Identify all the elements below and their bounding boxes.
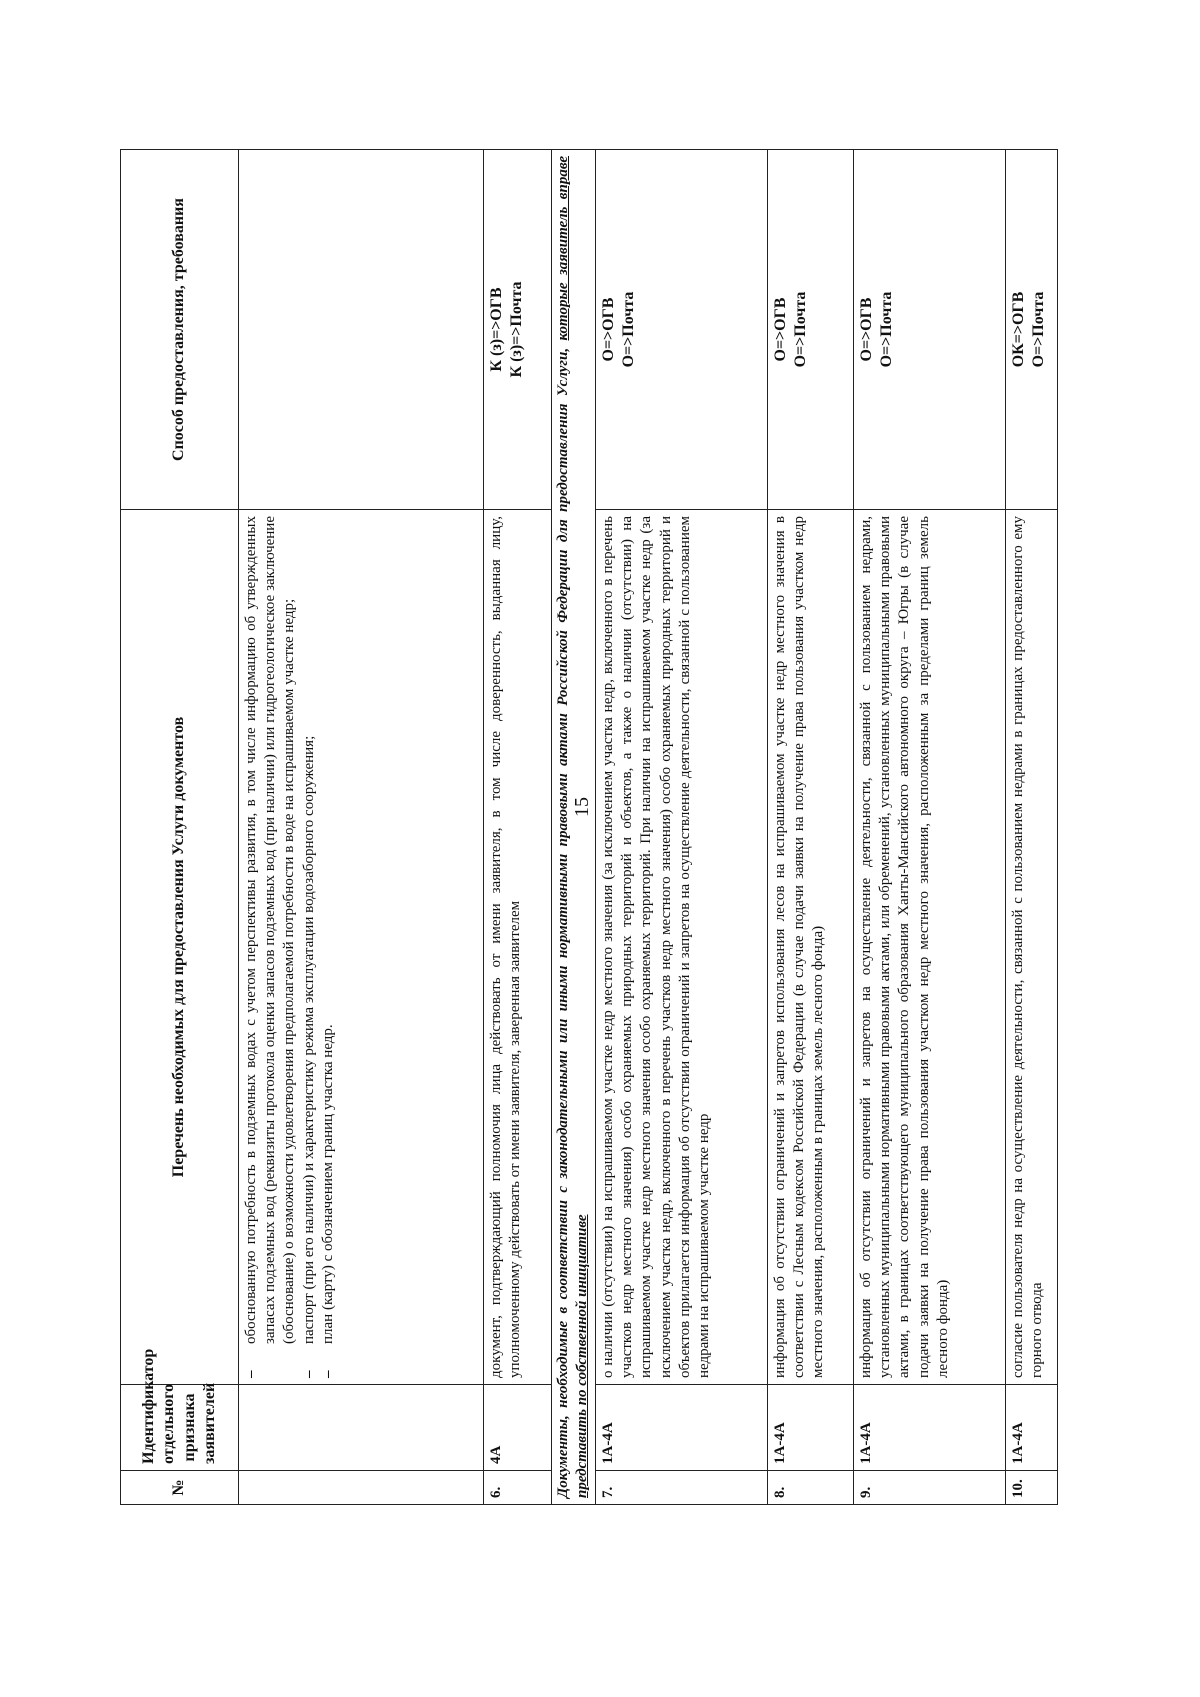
section-heading [552,150,596,1505]
table-row-10 [1006,150,1058,1505]
list-item-text: план (карту) с обозначением границ участка недр. [319,1024,336,1344]
table-row-9 [854,150,1006,1505]
cell-number [239,1471,484,1505]
rotated-table-container [120,150,1048,1505]
cell-document-list: о наличии (отсутствии) на испрашиваемом участке недр местного значения (за исключением участка недр, включенного в перечень участков недр местного значения) особо охраняемых природных территорий и объектов, а также о наличии (отсутствии) на испрашиваемом участке недр местного значения особо охраняемых территорий. При наличии на испрашиваемом участке недр (за исключением участка недр, включенного в перечень участков недр местного значения) особо охраняемых природных территорий и объектов прилагается информация об отсутствии ограничений и запретов на осуществление деятельности, связанной с пользованием недрами на испрашиваемом участке недр [596,510,768,1385]
bullet-dash: – [319,1370,336,1378]
cell-delivery-method [1006,150,1058,510]
delivery-line: О=>Почта [792,291,810,368]
delivery-line: О=>ОГВ [858,297,875,362]
cell-number: 9. [854,1471,1006,1505]
cell-number: 8. [768,1471,854,1505]
cell-document-list: информация об отсутствии ограничений и запретов использования лесов на испрашиваемом участке недр местного значения в соответствии с Лесным кодексом Российской Федерации (в случае подачи заявки на получение права пользования участком недр местного значения, расположенным в границах земель лесного фонда) [768,510,854,1385]
cell-delivery-method [239,150,484,510]
cell-identifier: 1А-4А [1006,1385,1058,1471]
cell-number: 7. [596,1471,768,1505]
section-heading-underlined: которые заявитель вправе представить по собственной инициативе [555,155,591,1498]
table-row-6 [484,150,552,1505]
delivery-line: ОК=>ОГВ [1010,291,1027,368]
cell-identifier: 1А-4А [596,1385,768,1471]
page-number: 15 [571,797,593,817]
section-heading-row [552,150,596,1505]
cell-delivery-method [596,150,768,510]
cell-identifier [239,1385,484,1471]
delivery-line: О=>ОГВ [772,297,789,362]
header-number: № [121,1471,239,1505]
delivery-line: О=>Почта [878,291,896,368]
cell-document-list: информация об отсутствии ограничений и запретов на осуществление деятельности, связанной с пользованием недрами, установленных муниципальными нормативными правовыми актами, или обременений, установленных муниципальными правовыми актами, в границах соответствующего муниципального образования Ханты-Мансийского автономного округа – Югры (в случае подачи заявки на получение права пользования участком недр местного значения, расположенным за пределами границ земель лесного фонда) [854,510,1006,1385]
list-item [242,516,300,1378]
cell-document-list: документ, подтверждающий полномочия лица действовать от имени заявителя, в том числе доверенность, выданная лицу, уполномоченному действовать от имени заявителя, заверенная заявителем [484,510,552,1385]
table-row-8 [768,150,854,1505]
header-delivery-method: Способ предоставления, требования [121,150,239,510]
header-identifier: Идентификатор отдельного признака заявителей [121,1385,239,1471]
cell-delivery-method [854,150,1006,510]
cell-identifier: 4А [484,1385,552,1471]
cell-identifier: 1А-4А [768,1385,854,1471]
table-row-continued [239,150,484,1505]
header-document-list: Перечень необходимых для предоставления Услуги документов [121,510,239,1385]
section-heading-text: Документы, необходимые в соответствии с законодательными или иными нормативными правовыми актами Российской Федерации для предоставления Услуги, [555,340,571,1498]
delivery-line: К (з)=>Почта [508,281,526,378]
list-item [300,516,319,1378]
cell-document-list [239,510,484,1385]
table-row-7 [596,150,768,1505]
list-item-text: паспорт (при его наличии) и характеристику режима эксплуатации водозаборного сооружения; [300,735,317,1344]
delivery-line: О=>ОГВ [600,297,617,362]
delivery-line: О=>Почта [1030,291,1048,368]
cell-delivery-method [484,150,552,510]
list-item [319,516,338,1378]
list-item-text: обоснованную потребность в подземных водах с учетом перспективы развития, в том числе информацию об утвержденных запасах подземных вод (реквизиты протокола оценки запасов подземных вод (при наличии) или гидрогеологическое заключение (обоснование) о возможности удовлетворения предполагаемой потребности в воде на испрашиваемом участке недр; [243,516,298,1344]
documents-table [120,149,1058,1505]
delivery-line: К (з)=>ОГВ [488,287,505,372]
bullet-dash: – [243,1370,259,1378]
cell-document-list: согласие пользователя недр на осуществление деятельности, связанной с пользованием недрами в границах предоставленного ему горного отвода [1006,510,1058,1385]
delivery-line: О=>Почта [620,291,638,368]
cell-number: 6. [484,1471,552,1505]
bullet-dash: – [300,1370,317,1378]
cell-identifier: 1А-4А [854,1385,1006,1471]
cell-number: 10. [1006,1471,1058,1505]
table-header-row [121,150,239,1505]
cell-delivery-method [768,150,854,510]
